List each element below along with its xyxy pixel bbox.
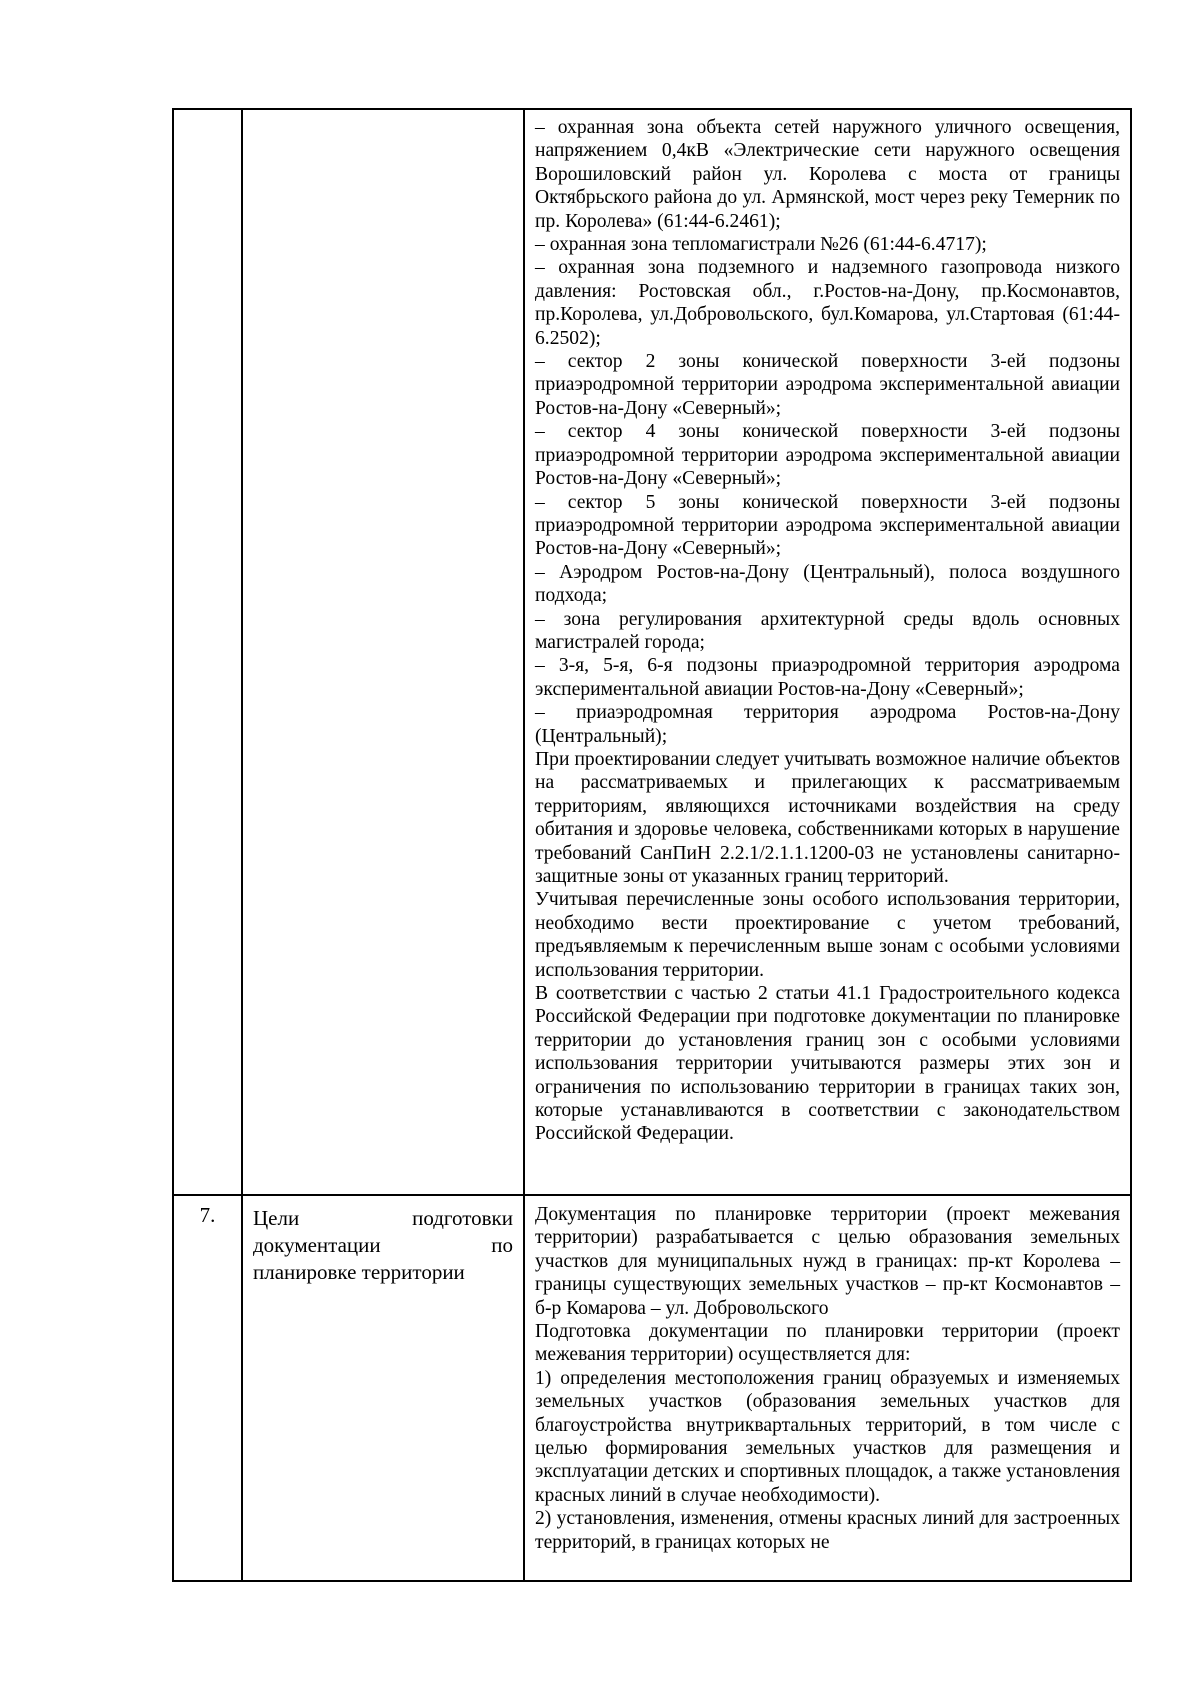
paragraph: Подготовка документации по планировки территории (проект межевания территории) осуществляется для: [535, 1321, 1120, 1366]
paragraph: – зона регулирования архитектурной среды вдоль основных магистралей города; [535, 608, 1120, 653]
paragraph: – охранная зона тепломагистрали №26 (61:44-6.4717); [535, 234, 987, 256]
row-label-cell [242, 1195, 524, 1581]
paragraph: – сектор 4 зоны конической поверхности 3-ей подзоны приаэродромной территории аэродрома экспериментальной авиации Ростов-на-Дону «Северный»; [535, 421, 1120, 490]
paragraph: В соответствии с частью 2 статьи 41.1 Градостроительного кодекса Российской Федерации при подготовке документации по планировке территории до установления границ зон с особыми условиями использования территории учитываются размеры этих зон и ограничения по использованию территории в границах таких зон, которые устанавливаются в соответствии с законодательством Российской Федерации. [535, 983, 1120, 1145]
paragraph: 1) определения местоположения границ образуемых и изменяемых земельных участков (образования земельных участков для благоустройства внутриквартальных территорий, в том числе с целью формирования земельных участков для размещения и эксплуатации детских и спортивных площадок, а также установления красных линий в случае необходимости). [535, 1367, 1120, 1506]
paragraph: – охранная зона подземного и надземного газопровода низкого давления: Ростовская обл., г.Ростов-на-Дону, пр.Космонавтов, пр.Королева, ул.Добровольского, бул.Комарова, ул.Стартовая (61:44-6.2502); [535, 257, 1120, 349]
row-label: Цели подготовки документации по планировке территории [253, 1206, 513, 1284]
row-content-cell [524, 1195, 1131, 1581]
paragraph: – охранная зона объекта сетей наружного уличного освещения, напряжением 0,4кВ «Электрические сети наружного освещения Ворошиловский район ул. Королева с моста от границы Октябрьского района до ул. Армянской, мост через реку Темерник по пр. Королева» (61:44-6.2461); [535, 117, 1120, 232]
paragraph: – Аэродром Ростов-на-Дону (Центральный), полоса воздушного подхода; [535, 561, 1120, 607]
paragraph: – приаэродромная территория аэродрома Ростов-на-Дону (Центральный); [535, 702, 1120, 747]
paragraph: При проектировании следует учитывать возможное наличие объектов на рассматриваемых и прилегающих к рассматриваемым территориям, являющихся источниками воздействия на среду обитания и здоровье человека, собственниками которых в нарушение требований СанПиН 2.2.1/2.1.1.1200-03 не установлены санитарно-защитные зоны от указанных границ территорий. [535, 748, 1120, 887]
paragraph: – сектор 2 зоны конической поверхности 3-ей подзоны приаэродромной территории аэродрома экспериментальной авиации Ростов-на-Дону «Северный»; [535, 351, 1120, 419]
requirements-table [172, 108, 1132, 1582]
table-row [173, 1195, 1131, 1581]
row-label-cell [242, 109, 524, 1195]
row-number-cell [173, 109, 242, 1195]
paragraph: – сектор 5 зоны конической поверхности 3-ей подзоны приаэродромной территории аэродрома экспериментальной авиации Ростов-на-Дону «Северный»; [535, 491, 1120, 560]
table-row [173, 109, 1131, 1195]
paragraph: – 3-я, 5-я, 6-я подзоны приаэродромной территория аэродрома экспериментальной авиации Ростов-на-Дону «Северный»; [535, 655, 1120, 700]
paragraph: 2) установления, изменения, отмены красных линий для застроенных территорий, в границах которых не [535, 1508, 1120, 1553]
paragraph: Учитывая перечисленные зоны особого использования территории, необходимо вести проектирование с учетом требований, предъявляемым к перечисленным выше зонам с особыми условиями использования территории. [535, 889, 1120, 981]
row-content-cell [524, 109, 1131, 1195]
paragraph: Документация по планировке территории (проект межевания территории) разрабатывается с целью образования земельных участков для муниципальных нужд в границах: пр-кт Королева – границы существующих земельных участков – пр-кт Космонавтов – б-р Комарова – ул. Добровольского [535, 1204, 1120, 1319]
row-number-cell: 7. [173, 1195, 242, 1581]
